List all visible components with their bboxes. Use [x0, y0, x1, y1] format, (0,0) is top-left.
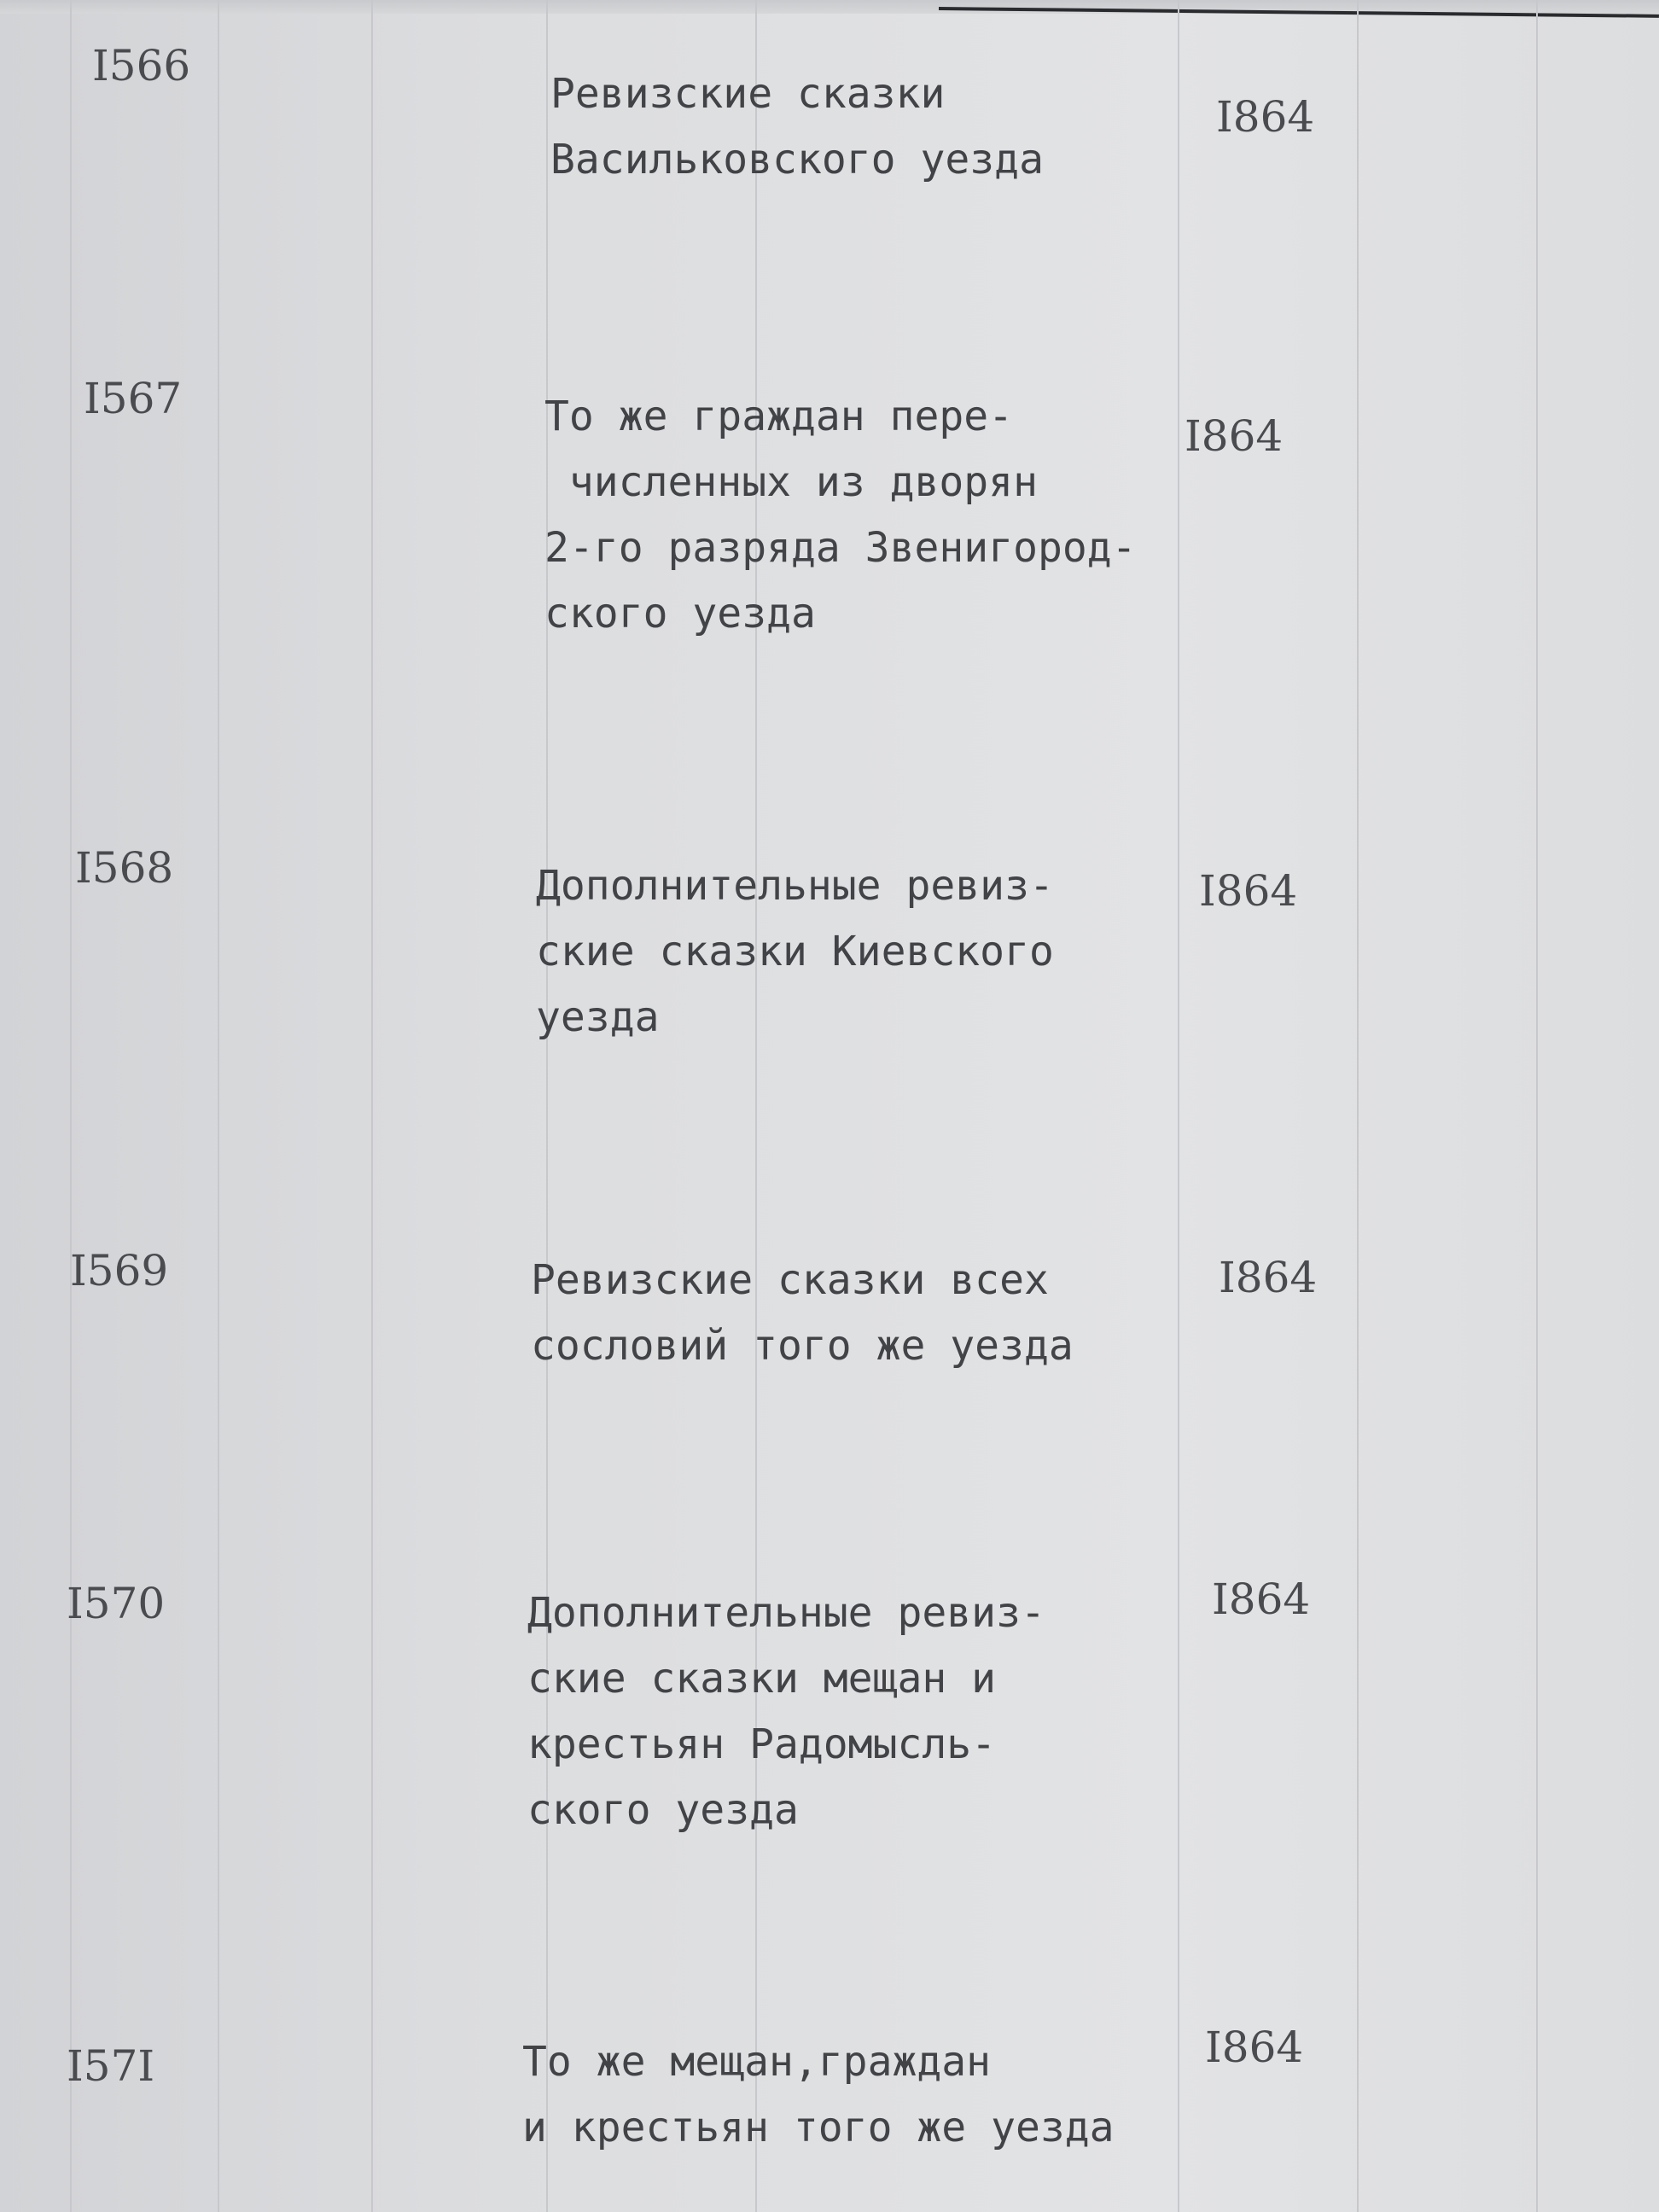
entry-number: I569 — [70, 1246, 169, 1295]
entry-year: I864 — [1185, 411, 1284, 461]
entry-number: I567 — [84, 374, 183, 423]
entry-title — [550, 61, 1044, 193]
entry-title — [531, 1248, 1074, 1379]
entry-title — [527, 1580, 1045, 1843]
entry-title — [536, 853, 1054, 1051]
entry-year: I864 — [1216, 92, 1315, 142]
entry-number: I566 — [92, 41, 191, 90]
column-rule — [1536, 0, 1538, 2212]
entry-number: I570 — [67, 1579, 166, 1628]
entry-title-line: Ревизские сказки — [550, 70, 946, 118]
entry-title — [522, 2029, 1115, 2161]
column-rule — [371, 0, 373, 2212]
entry-title-line: Васильковского уезда — [550, 136, 1044, 183]
entry-title-line: Ревизские сказки всех — [531, 1256, 1049, 1304]
entry-title-line: 2-го разряда Звенигород- — [544, 524, 1137, 572]
column-rule — [1178, 0, 1179, 2212]
entry-year: I864 — [1199, 866, 1298, 916]
entry-title-line: Дополнительные ревиз- — [527, 1589, 1045, 1637]
column-rule — [218, 0, 219, 2212]
entry-title-line: Дополнительные ревиз- — [536, 862, 1054, 910]
column-rule — [70, 0, 72, 2212]
entry-title-line: сословий того же уезда — [531, 1322, 1074, 1370]
entry-number: I568 — [75, 843, 174, 893]
entry-number: I57I — [67, 2041, 155, 2091]
entry-title-line: То же граждан пере- — [544, 393, 1014, 440]
column-rule — [546, 0, 548, 2212]
entry-title-line: крестьян Радомысль- — [527, 1720, 997, 1768]
entry-title-line: То же мещан,граждан — [522, 2038, 992, 2086]
entry-title-line: ского уезда — [527, 1786, 799, 1834]
entry-year: I864 — [1205, 2023, 1304, 2072]
entry-title-line: и крестьян того же уезда — [522, 2104, 1115, 2151]
entry-title-line: ские сказки мещан и — [527, 1655, 997, 1703]
entry-title-line: ские сказки Киевского — [536, 928, 1054, 975]
entry-title — [544, 384, 1137, 647]
column-rule — [755, 0, 757, 2212]
column-rule — [1357, 0, 1359, 2212]
entry-title-line: уезда — [536, 993, 660, 1041]
entry-year: I864 — [1219, 1253, 1318, 1302]
entry-title-line: ского уезда — [544, 590, 816, 637]
entry-year: I864 — [1212, 1575, 1311, 1624]
entry-title-line: численных из дворян — [544, 458, 1038, 506]
